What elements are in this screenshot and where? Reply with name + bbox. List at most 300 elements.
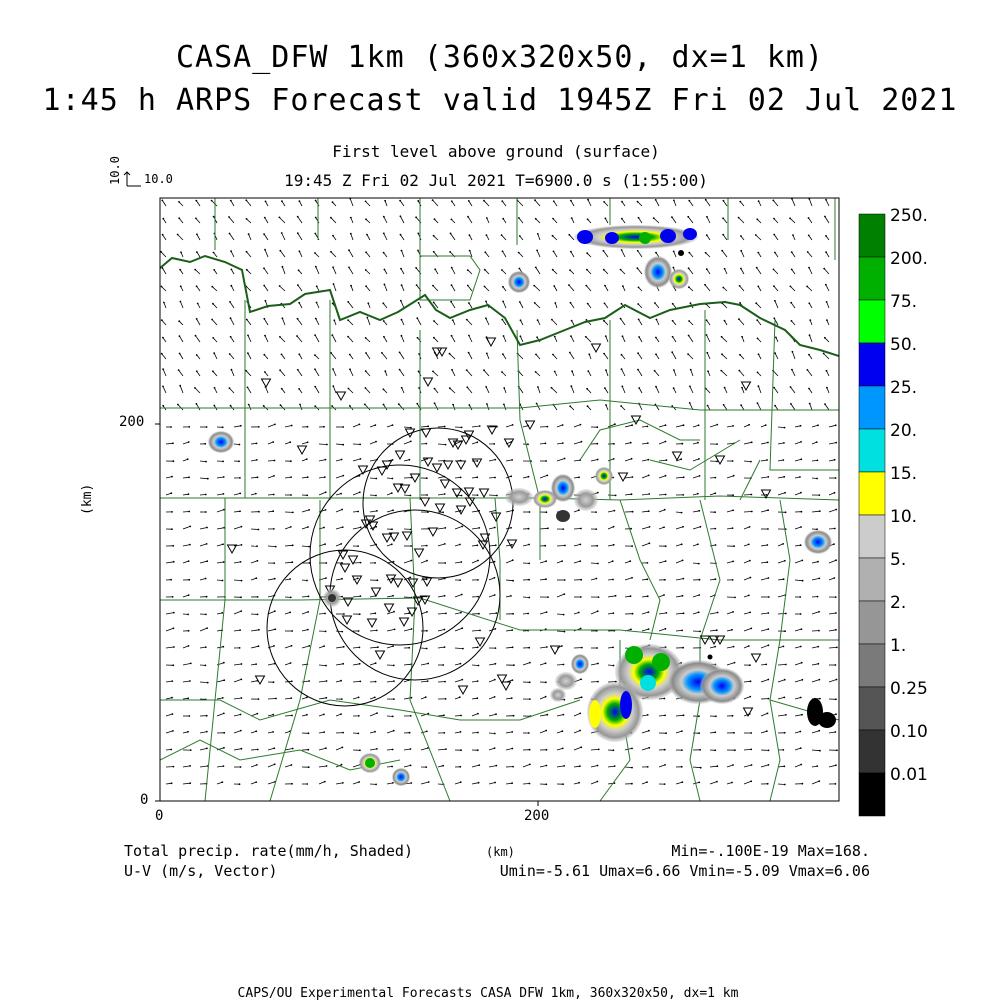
title-line-1: CASA_DFW 1km (360x320x50, dx=1 km) (0, 40, 1000, 75)
wind-vector-head (381, 352, 383, 354)
wind-vector-head (451, 335, 453, 337)
wind-vector-head (343, 613, 345, 615)
wind-vector-head (826, 319, 828, 321)
wind-vector-head (501, 234, 503, 236)
wind-vector (213, 371, 217, 376)
vector-key-horizontal-label: 10.0 (144, 172, 173, 186)
wind-vector-head (826, 301, 828, 303)
wind-vector (829, 560, 836, 563)
wind-vector (791, 303, 795, 308)
wind-vector-head (325, 459, 327, 461)
wind-vector-head (688, 252, 690, 254)
wind-vector (298, 217, 302, 223)
wind-vector-head (173, 561, 175, 563)
wind-vector (506, 732, 512, 733)
wind-vector-head (672, 336, 674, 338)
wind-vector (196, 404, 200, 410)
wind-vector-head (552, 218, 554, 220)
wind-vector-head (597, 610, 599, 612)
wind-vector-head (564, 631, 566, 633)
wind-vector-head (223, 747, 225, 749)
wind-vector (455, 562, 461, 563)
wind-vector-head (178, 217, 180, 219)
wind-vector-head (551, 319, 553, 321)
wind-vector (774, 235, 778, 241)
wind-vector-head (324, 613, 326, 615)
wind-vector-head (172, 545, 174, 547)
wind-vector-head (766, 730, 768, 732)
wind-vector (826, 285, 829, 291)
wind-vector-head (605, 404, 607, 406)
wind-vector (795, 493, 801, 495)
colorbar-label: 50. (890, 335, 917, 355)
wind-vector-head (229, 387, 231, 389)
wind-vector-head (568, 284, 570, 286)
wind-vector-head (825, 251, 827, 253)
wind-vector (183, 512, 189, 513)
wind-vector (621, 319, 625, 325)
wind-vector-head (171, 476, 173, 478)
wind-vector-head (587, 405, 589, 407)
wind-vector-head (289, 612, 291, 614)
wind-vector-head (545, 696, 547, 698)
wind-vector-head (246, 251, 248, 253)
wind-vector-head (189, 680, 191, 682)
wind-vector (333, 386, 336, 393)
wind-vector-head (384, 370, 386, 372)
wind-vector (438, 544, 445, 546)
wind-vector-head (173, 646, 175, 648)
wind-vector-head (647, 595, 649, 597)
wind-vector (298, 285, 302, 291)
wind-vector (365, 404, 370, 410)
wind-vector-head (297, 216, 299, 218)
wind-vector-head (314, 386, 316, 388)
x-tick-200: 200 (524, 808, 549, 824)
wind-vector-head (612, 579, 614, 581)
wind-vector (333, 369, 336, 376)
wind-vector-head (715, 578, 717, 580)
wind-vector-head (665, 732, 667, 734)
wind-vector-head (510, 527, 512, 529)
wind-vector-head (258, 645, 260, 647)
wind-vector (625, 425, 632, 427)
wind-vector (810, 404, 812, 410)
wind-vector-head (603, 269, 605, 271)
wind-vector (773, 200, 778, 206)
wind-vector-head (655, 252, 657, 254)
observation-marker (262, 379, 271, 387)
wind-vector-head (637, 369, 639, 371)
wind-vector-head (314, 354, 316, 356)
wind-vector (676, 782, 682, 784)
wind-vector-head (595, 511, 597, 513)
wind-vector (829, 443, 836, 444)
wind-vector-head (211, 319, 213, 321)
wind-vector-head (683, 612, 685, 614)
wind-vector-head (785, 613, 787, 615)
wind-vector-head (749, 560, 751, 562)
wind-vector (179, 218, 183, 223)
wind-vector-head (528, 563, 530, 565)
wind-vector-head (529, 749, 531, 751)
wind-vector-head (425, 443, 427, 445)
wind-vector-head (162, 218, 164, 220)
wind-vector (161, 252, 166, 257)
wind-vector (574, 713, 580, 716)
wind-vector-head (825, 284, 827, 286)
wind-vector-head (783, 476, 785, 478)
wind-vector-head (392, 509, 394, 511)
wind-vector-head (417, 233, 419, 235)
wind-vector-head (275, 698, 277, 700)
wind-vector-head (732, 764, 734, 766)
wind-vector-head (655, 353, 657, 355)
wind-vector-head (399, 352, 401, 354)
wind-vector (676, 477, 684, 478)
wind-vector (438, 613, 446, 614)
observation-marker (378, 467, 387, 475)
wind-vector (196, 336, 201, 342)
wind-vector (727, 476, 734, 478)
wind-vector (557, 459, 565, 462)
wind-vector (336, 527, 343, 529)
wind-vector-head (751, 441, 753, 443)
wind-vector-head (273, 528, 275, 530)
wind-vector-head (358, 715, 360, 717)
wind-vector-head (716, 443, 718, 445)
wind-vector-head (196, 354, 198, 356)
wind-vector (469, 201, 472, 206)
wind-vector (217, 528, 224, 529)
wind-vector-head (265, 300, 267, 302)
wind-vector-head (432, 285, 434, 287)
wind-vector (659, 629, 665, 631)
wind-vector-head (665, 475, 667, 477)
wind-vector-head (223, 679, 225, 681)
wind-vector-head (689, 402, 691, 404)
wind-vector-head (721, 250, 723, 252)
wind-vector-head (817, 596, 819, 598)
wind-vector-head (740, 268, 742, 270)
wind-vector-head (653, 217, 655, 219)
wind-vector-head (256, 459, 258, 461)
wind-vector (179, 370, 183, 376)
wind-vector-head (341, 509, 343, 511)
wind-vector-head (800, 646, 802, 648)
wind-vector-head (766, 544, 768, 546)
wind-vector-head (434, 388, 436, 390)
wind-vector-head (316, 285, 318, 287)
wind-vector-head (750, 680, 752, 682)
observation-marker (343, 616, 352, 624)
wind-vector (251, 681, 258, 682)
wind-vector (268, 579, 275, 580)
wind-vector (401, 235, 405, 240)
wind-vector (795, 680, 802, 682)
wind-vector-head (383, 233, 385, 235)
wind-vector-head (655, 199, 657, 201)
wind-vector (778, 493, 785, 495)
wind-vector (268, 664, 275, 665)
wind-vector-head (740, 235, 742, 237)
wind-vector (370, 495, 376, 496)
observation-marker (462, 436, 471, 444)
wind-vector-head (807, 251, 809, 253)
wind-vector-head (417, 337, 419, 339)
wind-vector-head (245, 199, 247, 201)
wind-vector-head (460, 715, 462, 717)
wind-vector-head (460, 612, 462, 614)
wind-vector-head (291, 630, 293, 632)
wind-vector-head (308, 546, 310, 548)
wind-vector-head (648, 510, 650, 512)
wind-vector-head (767, 509, 769, 511)
wind-vector-head (410, 748, 412, 750)
wind-vector-head (663, 526, 665, 528)
wind-vector-head (750, 732, 752, 734)
wind-vector-head (648, 459, 650, 461)
wind-vector-head (442, 511, 444, 513)
wind-vector-head (547, 596, 549, 598)
wind-vector-head (341, 698, 343, 700)
wind-vector (591, 563, 598, 564)
observation-marker (752, 654, 761, 662)
observation-marker (341, 564, 350, 572)
wind-vector (537, 250, 540, 257)
wind-vector-head (392, 595, 394, 597)
wind-vector-head (664, 698, 666, 700)
wind-vector-head (197, 303, 199, 305)
wind-vector-head (307, 476, 309, 478)
wind-vector (538, 234, 540, 240)
wind-vector-head (350, 217, 352, 219)
observation-marker (762, 490, 771, 498)
wind-vector-head (365, 387, 367, 389)
wind-vector (183, 766, 190, 767)
wind-vector-head (214, 387, 216, 389)
wind-vector (366, 371, 370, 376)
wind-vector-head (247, 335, 249, 337)
wind-vector (693, 527, 700, 529)
wind-vector (812, 511, 820, 512)
wind-vector (319, 748, 326, 750)
wind-vector-head (562, 424, 564, 426)
wind-vector-head (459, 766, 461, 768)
wind-vector (351, 234, 353, 240)
wind-vector-head (809, 319, 811, 321)
wind-vector-head (799, 731, 801, 733)
wind-vector-head (306, 458, 308, 460)
wind-vector-head (477, 460, 479, 462)
wind-vector (506, 647, 513, 648)
wind-vector-head (187, 731, 189, 733)
wind-vector-head (621, 368, 623, 370)
wind-vector (638, 353, 642, 359)
wind-vector-head (528, 732, 530, 734)
wind-vector-head (495, 544, 497, 546)
wind-vector-head (568, 234, 570, 236)
wind-vector-head (715, 715, 717, 717)
wind-vector-head (466, 386, 468, 388)
wind-vector-head (240, 425, 242, 427)
wind-vector (608, 766, 615, 767)
colorbar (859, 214, 885, 816)
wind-vector-head (672, 320, 674, 322)
wind-vector (809, 268, 812, 274)
wind-vector (438, 579, 445, 581)
wind-vector-head (721, 336, 723, 338)
footer-min-max: Min=-.100E-19 Max=168. (671, 842, 870, 860)
wind-vector (402, 285, 404, 291)
wind-vector-head (612, 647, 614, 649)
wind-vector-head (494, 527, 496, 529)
wind-vector-head (836, 647, 838, 649)
wind-vector-head (612, 560, 614, 562)
wind-vector (178, 235, 183, 241)
wind-vector (298, 319, 303, 325)
wind-vector (676, 715, 684, 716)
wind-vector (450, 354, 456, 359)
wind-vector-head (341, 578, 343, 580)
wind-vector-head (792, 234, 794, 236)
wind-vector-head (637, 250, 639, 252)
wind-vector-head (460, 749, 462, 751)
wind-vector-head (756, 218, 758, 220)
wind-vector (319, 766, 327, 767)
wind-vector-head (733, 545, 735, 547)
wind-vector (264, 268, 268, 274)
wind-vector-head (256, 545, 258, 547)
wind-vector-head (347, 301, 349, 303)
observation-marker (619, 473, 628, 481)
wind-vector (166, 681, 172, 682)
wind-vector (659, 613, 666, 614)
wind-vector-head (683, 424, 685, 426)
wind-vector (727, 663, 735, 665)
wind-vector-head (172, 442, 174, 444)
wind-vector (336, 579, 342, 580)
wind-vector (722, 303, 727, 308)
wind-vector (331, 218, 336, 223)
wind-vector (229, 217, 234, 223)
wind-vector-head (486, 403, 488, 405)
wind-vector (774, 388, 778, 393)
wind-vector (710, 613, 718, 615)
wind-vector-head (767, 713, 769, 715)
wind-vector-head (535, 354, 537, 356)
wind-vector (659, 765, 665, 767)
wind-vector-head (673, 267, 675, 269)
wind-vector-head (213, 269, 215, 271)
wind-vector (774, 269, 779, 274)
wind-vector-head (485, 301, 487, 303)
wind-vector-head (365, 201, 367, 203)
wind-vector (654, 218, 659, 223)
wind-vector (744, 749, 751, 750)
wind-vector (302, 596, 309, 597)
wind-vector-head (433, 320, 435, 322)
wind-vector-head (247, 387, 249, 389)
wind-vector-head (723, 404, 725, 406)
colorbar-swatch (859, 429, 885, 472)
wind-vector-head (196, 403, 198, 405)
wind-vector (166, 647, 174, 648)
wind-vector-head (263, 267, 265, 269)
y-axis-label: (km) (80, 484, 95, 515)
wind-vector-head (343, 646, 345, 648)
wind-vector-head (647, 426, 649, 428)
wind-vector-head (585, 285, 587, 287)
wind-vector (387, 783, 393, 784)
observation-markers (228, 338, 771, 716)
wind-vector-head (740, 404, 742, 406)
wind-vector (623, 336, 626, 342)
colorbar-swatch (859, 644, 885, 687)
wind-vector (353, 681, 360, 682)
wind-vector-head (281, 232, 283, 234)
wind-vector (268, 748, 274, 750)
wind-vector-head (579, 730, 581, 732)
wind-vector-head (445, 444, 447, 446)
colorbar-label: 0.01 (890, 765, 928, 785)
wind-vector-head (188, 579, 190, 581)
wind-vector-head (297, 369, 299, 371)
wind-vector-head (612, 612, 614, 614)
wind-vector-head (665, 560, 667, 562)
wind-vector (489, 766, 496, 767)
wind-vector (778, 784, 785, 785)
wind-vector (468, 217, 472, 223)
wind-vector (693, 459, 699, 461)
wind-vector (183, 442, 189, 444)
wind-vector-head (673, 369, 675, 371)
wind-vector-head (682, 526, 684, 528)
wind-vector (280, 286, 285, 291)
wind-vector-head (478, 613, 480, 615)
wind-vector-head (817, 460, 819, 462)
wind-vector-head (206, 543, 208, 545)
wind-vector-head (784, 427, 786, 429)
wind-vector-head (731, 782, 733, 784)
wind-vector-head (462, 648, 464, 650)
wind-vector-head (223, 765, 225, 767)
wind-vector-head (620, 269, 622, 271)
wind-vector (316, 218, 319, 224)
wind-vector (484, 201, 489, 206)
wind-vector (268, 764, 275, 767)
wind-vector (674, 251, 676, 257)
wind-vector-head (466, 319, 468, 321)
wind-vector-head (561, 645, 563, 647)
wind-vector-head (360, 458, 362, 460)
wind-vector-head (664, 579, 666, 581)
wind-vector-head (495, 612, 497, 614)
wind-vector (234, 731, 241, 733)
wind-vector-head (808, 354, 810, 356)
wind-vector (795, 663, 802, 665)
wind-vector-head (579, 765, 581, 767)
wind-vector-head (332, 368, 334, 370)
wind-vector (248, 353, 251, 359)
colorbar-label: 10. (890, 507, 917, 527)
wind-vector-head (333, 319, 335, 321)
wind-vector-head (444, 543, 446, 545)
wind-vector-head (596, 578, 598, 580)
wind-vector-head (434, 268, 436, 270)
wind-vector-head (205, 614, 207, 616)
wind-vector-head (681, 512, 683, 514)
